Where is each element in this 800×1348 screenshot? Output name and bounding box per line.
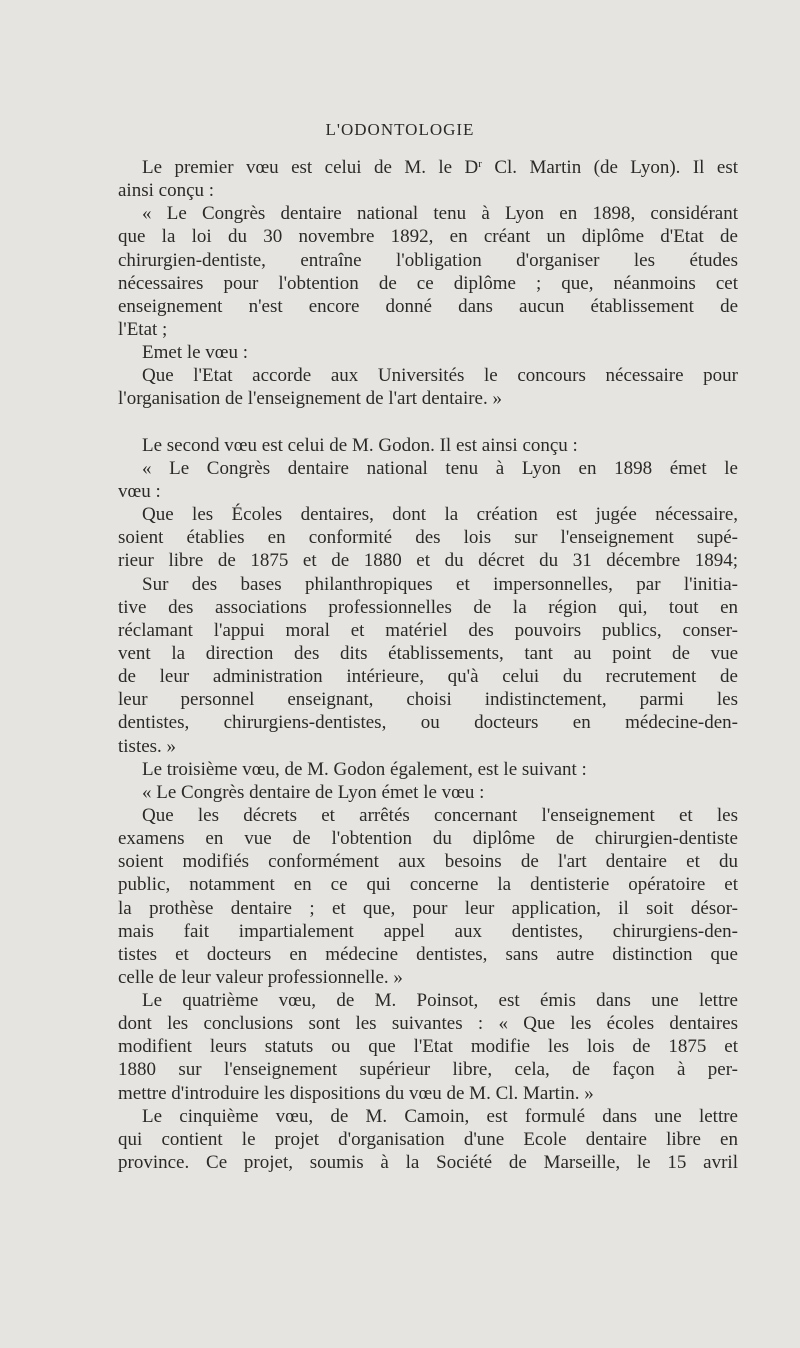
text-line: public, notamment en ce qui concerne la dentisterie opératoire et [118, 874, 738, 896]
text-line: tive des associations professionnelles de la région qui, tout en [118, 596, 738, 618]
paragraph-gap [118, 411, 738, 434]
text-line: que la loi du 30 novembre 1892, en créant un diplôme d'Etat de [118, 226, 738, 248]
text-line: Que les décrets et arrêtés concernant l'enseignement et les [142, 804, 738, 826]
text-line: modifient leurs statuts ou que l'Etat modifie les lois de 1875 et [118, 1036, 738, 1058]
text-line: nécessaires pour l'obtention de ce diplôme ; que, néanmoins cet [118, 272, 738, 294]
text-line: l'Etat ; [118, 318, 168, 340]
text-line: la prothèse dentaire ; et que, pour leur application, il soit désor- [118, 897, 738, 919]
text-line: rieur libre de 1875 et de 1880 et du décret du 31 décembre 1894; [118, 550, 738, 572]
text-line: mettre d'introduire les dispositions du vœu de M. Cl. Martin. » [118, 1082, 594, 1104]
text-line: examens en vue de l'obtention du diplôme de chirurgien-dentiste [118, 828, 738, 850]
text-line: dentistes, chirurgiens-dentistes, ou docteurs en médecine-den- [118, 712, 738, 734]
text-line: dont les conclusions sont les suivantes : « Que les écoles dentaires [118, 1013, 738, 1035]
text-line: Le cinquième vœu, de M. Camoin, est formulé dans une lettre [142, 1105, 738, 1127]
text-line: province. Ce projet, soumis à la Société de Marseille, le 15 avril [118, 1152, 738, 1174]
text-line: qui contient le projet d'organisation d'une Ecole dentaire libre en [118, 1128, 738, 1150]
text-line: réclamant l'appui moral et matériel des pouvoirs publics, conser- [118, 619, 738, 641]
text-line: Emet le vœu : [142, 342, 249, 364]
text-line: enseignement n'est encore donné dans aucun établissement de [118, 295, 738, 317]
text-line: Le premier vœu est celui de M. le $D^r$ Cl. Martin (de Lyon). Il est [142, 157, 738, 178]
text-line: vœu : [118, 480, 161, 502]
running-head: L'ODONTOLOGIE [325, 120, 475, 139]
text-line: de leur administration intérieure, qu'à celui du recrutement de [118, 666, 738, 688]
text-line: Que l'Etat accorde aux Universités le concours nécessaire pour [142, 365, 738, 387]
text-line: Sur des bases philanthropiques et impersonnelles, par l'initia- [142, 573, 738, 595]
text-line: Le second vœu est celui de M. Godon. Il est ainsi conçu : [142, 434, 578, 456]
text-line: ainsi conçu : [118, 180, 215, 202]
text-line: chirurgien-dentiste, entraîne l'obligation d'organiser les études [118, 249, 738, 271]
text-line: l'organisation de l'enseignement de l'art dentaire. » [118, 388, 502, 410]
text-line: « Le Congrès dentaire de Lyon émet le vœu : [142, 781, 485, 803]
text-line: Le troisième vœu, de M. Godon également, est le suivant : [142, 758, 587, 780]
text-line: mais fait impartialement appel aux dentistes, chirurgiens-den- [118, 920, 738, 942]
text-line: soient établies en conformité des lois sur l'enseignement supé- [118, 527, 738, 549]
text-line: tistes. » [118, 735, 177, 757]
text-line: « Le Congrès dentaire national tenu à Lyon en 1898, considérant [142, 203, 738, 225]
text-line: vent la direction des dits établissements, tant au point de vue [118, 642, 738, 664]
text-line: 1880 sur l'enseignement supérieur libre, cela, de façon à per- [118, 1059, 738, 1081]
text-line: « Le Congrès dentaire national tenu à Lyon en 1898 émet le [142, 457, 738, 479]
text-line: Que les Écoles dentaires, dont la création est jugée nécessaire, [142, 504, 738, 526]
text-line: celle de leur valeur professionnelle. » [118, 966, 403, 988]
text-line: tistes et docteurs en médecine dentistes, sans autre distinction que [118, 943, 738, 965]
text-line: soient modifiés conformément aux besoins de l'art dentaire et du [118, 851, 738, 873]
text-line: Le quatrième vœu, de M. Poinsot, est émis dans une lettre [142, 990, 738, 1012]
body-text [118, 156, 738, 1174]
text-line: leur personnel enseignant, choisi indistinctement, parmi les [118, 689, 738, 711]
